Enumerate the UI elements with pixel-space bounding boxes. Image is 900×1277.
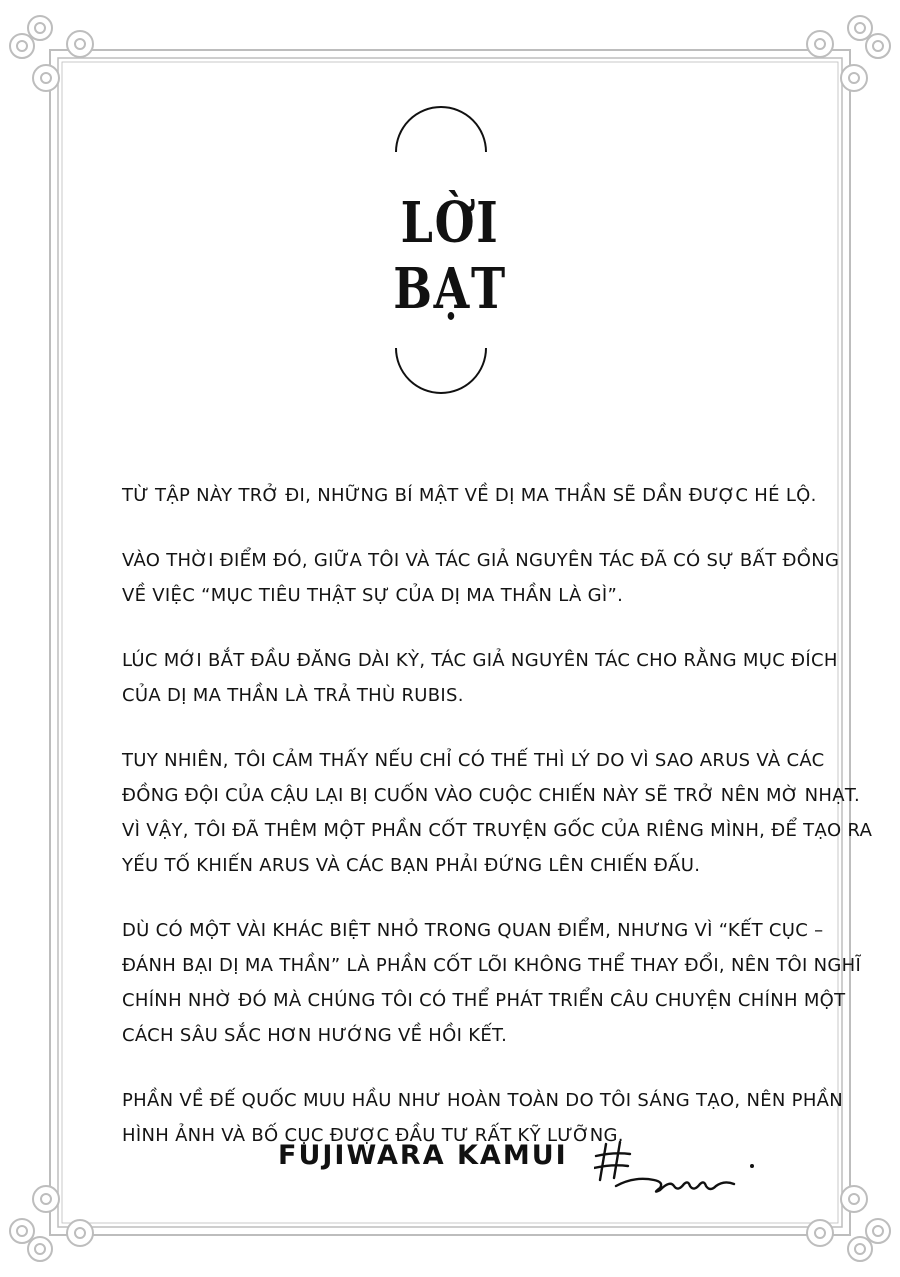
handwritten-signature xyxy=(594,1136,774,1196)
paragraph-2 xyxy=(122,543,840,613)
text-line: TUY NHIÊN, TÔI CẢM THẤY NẾU CHỈ CÓ THẾ THÌ LÝ DO VÌ SAO ARUS VÀ CÁC xyxy=(122,750,825,771)
title-arc-top xyxy=(396,107,486,152)
text-line: DÙ CÓ MỘT VÀI KHÁC BIỆT NHỎ TRONG QUAN ĐIỂM, NHƯNG VÌ “KẾT CỤC – xyxy=(122,920,824,941)
text-line: ĐỒNG ĐỘI CỦA CẬU LẠI BỊ CUỐN VÀO CUỘC CHIẾN NÀY SẼ TRỞ NÊN MỜ NHẠT. xyxy=(122,785,861,806)
text-line: ĐÁNH BẠI DỊ MA THẦN” LÀ PHẦN CỐT LÕI KHÔNG THỂ THAY ĐỔI, NÊN TÔI NGHĨ xyxy=(122,955,862,976)
text-line: LÚC MỚI BẮT ĐẦU ĐĂNG DÀI KỲ, TÁC GIẢ NGUYÊN TÁC CHO RẰNG MỤC ĐÍCH xyxy=(122,650,838,671)
text-line: TỪ TẬP NÀY TRỞ ĐI, NHỮNG BÍ MẬT VỀ DỊ MA THẦN SẼ DẦN ĐƯỢC HÉ LỘ. xyxy=(122,485,817,506)
paragraph-5 xyxy=(122,913,862,1053)
text-line: CHÍNH NHỜ ĐÓ MÀ CHÚNG TÔI CÓ THỂ PHÁT TRIỂN CÂU CHUYỆN CHÍNH MỘT xyxy=(122,990,846,1011)
text-line: CỦA DỊ MA THẦN LÀ TRẢ THÙ RUBIS. xyxy=(122,685,464,706)
author-name: FUJIWARA KAMUI xyxy=(278,1140,568,1171)
paragraph-4 xyxy=(122,743,873,883)
text-line: VÀO THỜI ĐIỂM ĐÓ, GIỮA TÔI VÀ TÁC GIẢ NGUYÊN TÁC ĐÃ CÓ SỰ BẤT ĐỒNG xyxy=(122,550,840,571)
title-arc-bottom xyxy=(396,348,486,393)
text-line: YẾU TỐ KHIẾN ARUS VÀ CÁC BẠN PHẢI ĐỨNG LÊN CHIẾN ĐẤU. xyxy=(122,855,701,876)
paragraph-1 xyxy=(122,478,817,513)
afterword-body xyxy=(122,478,873,1183)
text-line: VÌ VẬY, TÔI ĐÃ THÊM MỘT PHẦN CỐT TRUYỆN GỐC CỦA RIÊNG MÌNH, ĐỂ TẠO RA xyxy=(122,820,873,841)
text-line: PHẦN VỀ ĐẾ QUỐC MUU HẦU NHƯ HOÀN TOÀN DO TÔI SÁNG TẠO, NÊN PHẦN xyxy=(122,1090,844,1111)
paragraph-3 xyxy=(122,643,838,713)
author-block xyxy=(278,1136,778,1196)
page-title-line-2: BẠT xyxy=(393,256,507,322)
text-line: HÌNH ẢNH VÀ BỐ CỤC ĐƯỢC ĐẦU TƯ RẤT KỸ LƯỠNG. xyxy=(122,1125,624,1146)
text-line: VỀ VIỆC “MỤC TIÊU THẬT SỰ CỦA DỊ MA THẦN LÀ GÌ”. xyxy=(122,585,624,606)
page-title-line-1: LỜI xyxy=(400,190,500,256)
text-line: CÁCH SÂU SẮC HƠN HƯỚNG VỀ HỒI KẾT. xyxy=(122,1025,508,1046)
